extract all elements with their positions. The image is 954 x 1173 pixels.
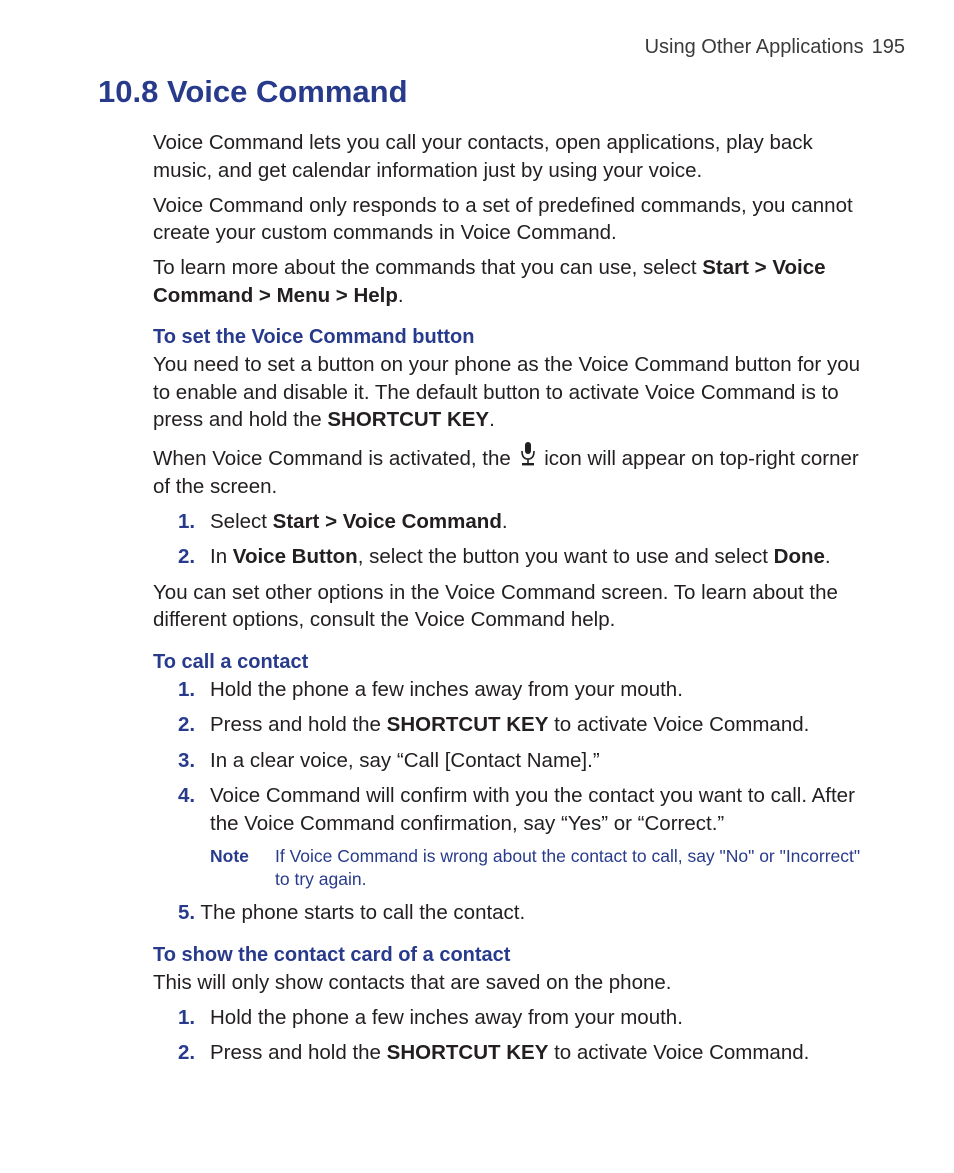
microphone-icon: [520, 441, 536, 467]
main-content: [153, 129, 873, 1075]
list-item: [153, 1004, 873, 1032]
list-item: [153, 543, 873, 571]
bold-text: Start > Voice Command: [272, 509, 502, 533]
note-box: [210, 845, 873, 891]
show-card-description: This will only show contacts that are saved on the phone.: [153, 970, 672, 994]
text: Hold the phone a few inches away from your mouth.: [210, 677, 683, 701]
options-paragraph: You can set other options in the Voice Command screen. To learn about the different options, consult the Voice Command help.: [153, 580, 838, 631]
step-number: 1.: [178, 509, 196, 533]
intro-paragraph: Voice Command lets you call your contacts, open applications, play back music, and get calendar information just by using your voice.: [153, 131, 813, 182]
text: To learn more about the commands that you can use, select: [153, 256, 703, 279]
text: Hold the phone a few inches away from your mouth.: [210, 1005, 683, 1029]
note-label: Note: [210, 846, 249, 866]
note-text: If Voice Command is wrong about the contact to call, say "No" or "Incorrect" to try again.: [275, 846, 861, 889]
page-header: [645, 36, 905, 59]
key-name: SHORTCUT KEY: [327, 408, 490, 431]
text: icon will appear on top-right corner of the screen.: [153, 447, 859, 498]
menu-path: Start > Voice Command > Menu > Help: [153, 256, 826, 307]
subheading-set-button: To set the Voice Command button: [153, 326, 475, 348]
text: .: [489, 408, 495, 431]
section-title: 10.8 Voice Command: [98, 74, 408, 109]
text: In a clear voice, say “Call [Contact Name].”: [210, 748, 600, 772]
list-item: [153, 676, 873, 704]
list-item: [153, 747, 873, 775]
call-contact-steps: [153, 676, 873, 838]
bold-text: Voice Button: [232, 545, 358, 568]
bold-text: Done: [773, 545, 825, 568]
text: Select: [210, 509, 273, 533]
list-item: [153, 508, 873, 536]
text: When Voice Command is activated, the: [153, 447, 517, 470]
step-number: 2.: [178, 545, 196, 568]
subheading-show-card: To show the contact card of a contact: [153, 943, 511, 966]
page-number: 195: [871, 36, 905, 58]
list-item: [153, 782, 873, 837]
set-button-paragraph: [153, 351, 873, 434]
text: You need to set a button on your phone as the Voice Command button for you to enable and disable it. The default button to activate Voice Command is to press and hold the: [153, 353, 860, 431]
key-name: SHORTCUT KEY: [386, 713, 549, 736]
intro-paragraph: Voice Command only responds to a set of predefined commands, you cannot create your custom commands in Voice Command.: [153, 193, 853, 244]
show-card-steps: [153, 1004, 873, 1067]
text: Voice Command will confirm with you the contact you want to call. After the Voice Command confirmation, say “Yes” or “Correct.”: [210, 784, 855, 835]
text: to activate Voice Command.: [548, 713, 810, 736]
list-item: [153, 1039, 873, 1067]
icon-paragraph: [153, 441, 873, 500]
running-section-title: Using Other Applications: [644, 36, 864, 58]
step-number: 3.: [178, 748, 196, 772]
text: Press and hold the: [210, 1041, 387, 1064]
learn-more-paragraph: [153, 254, 873, 309]
list-item: [153, 899, 873, 927]
subheading-call-contact: To call a contact: [153, 650, 309, 673]
text: .: [397, 283, 404, 307]
text: In: [210, 545, 233, 568]
step-number: 4.: [178, 784, 196, 807]
list-item: [153, 711, 873, 739]
text: .: [501, 509, 508, 533]
step-number: 1.: [178, 677, 196, 701]
text: Press and hold the: [210, 713, 387, 736]
step-number: 2.: [178, 1041, 196, 1064]
text: to activate Voice Command.: [548, 1041, 810, 1064]
text: , select the button you want to use and select: [357, 545, 774, 568]
step-number: 5.: [178, 901, 196, 924]
text: .: [824, 545, 831, 568]
key-name: SHORTCUT KEY: [386, 1041, 549, 1064]
step-number: 1.: [178, 1005, 196, 1029]
text: The phone starts to call the contact.: [195, 901, 526, 924]
step-number: 2.: [178, 713, 196, 736]
set-button-steps: [153, 508, 873, 571]
